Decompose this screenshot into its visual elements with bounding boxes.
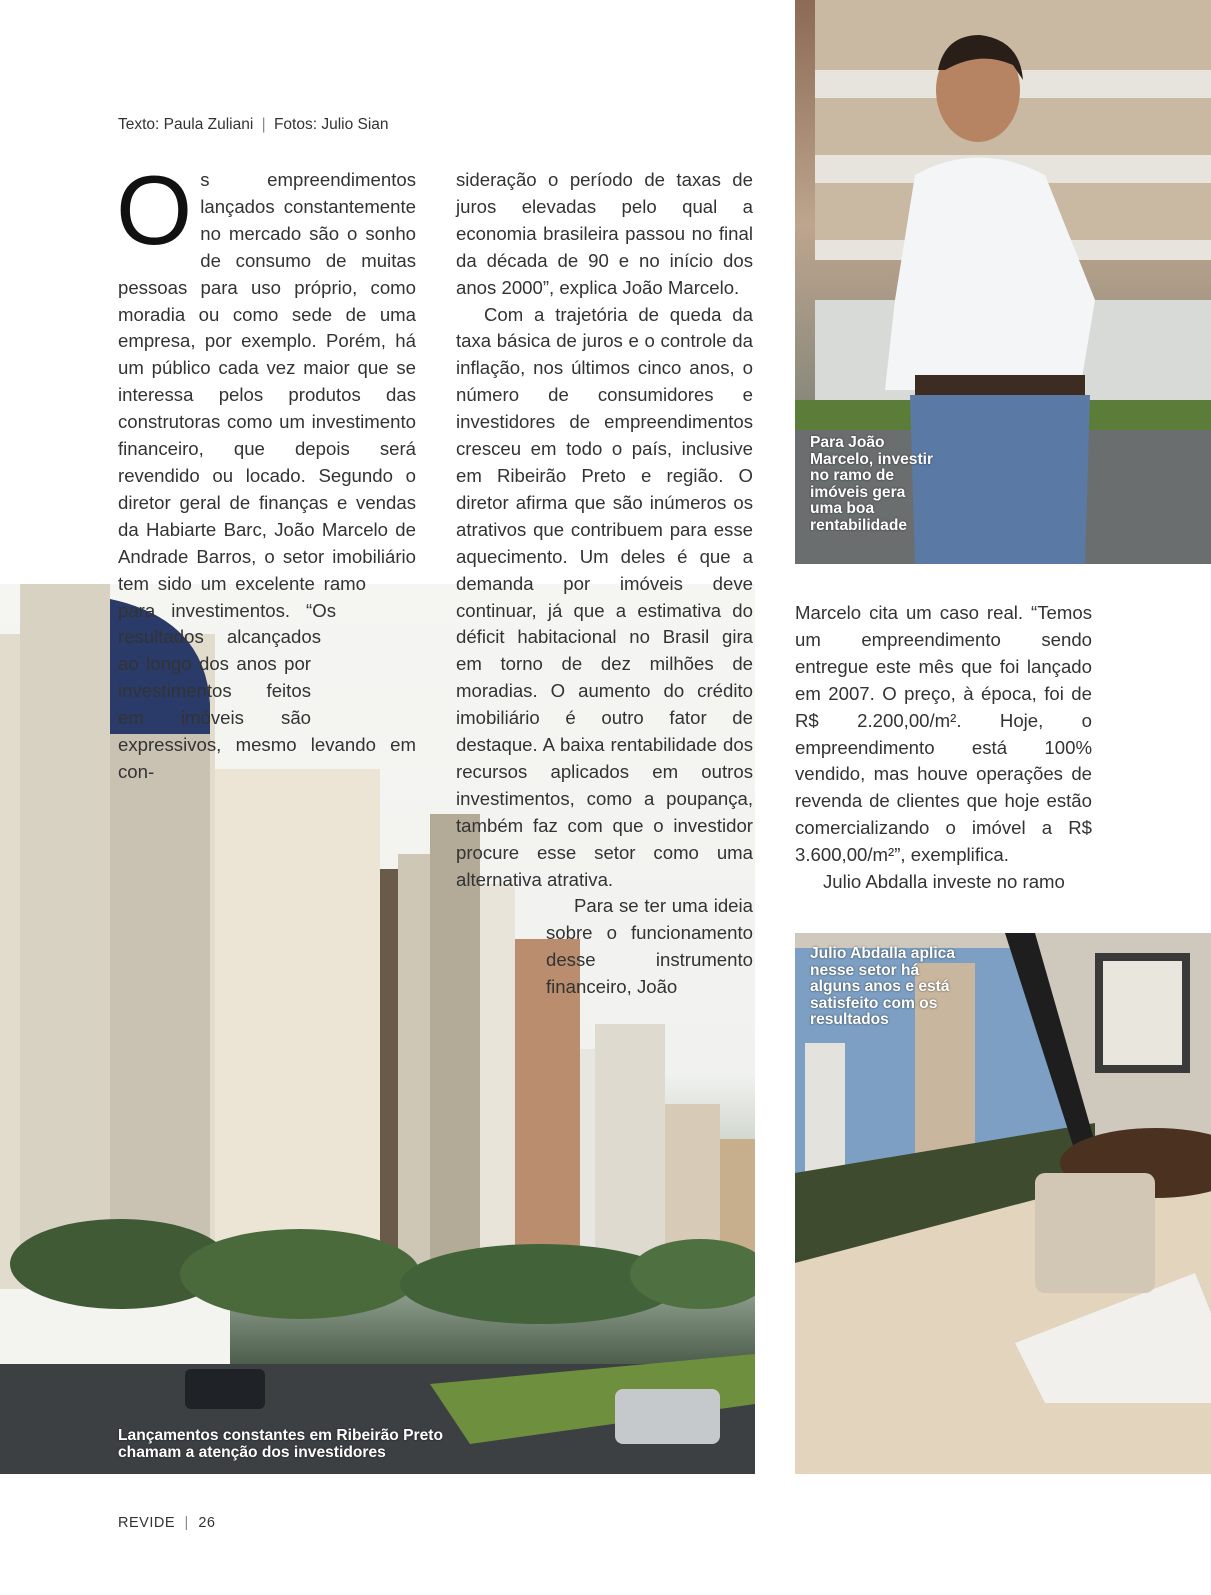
magazine-name: REVIDE — [118, 1515, 175, 1531]
office-photo-caption: Julio Abdalla aplica nesse setor há alguns anos e está satisfeito com os resultados — [810, 945, 956, 1028]
article-credits — [118, 116, 389, 134]
photos-credit-label: Fotos: — [273, 116, 318, 133]
photographer-name: Julio Sian — [321, 116, 389, 133]
article-paragraph-4: Para se ter uma ideia sobre o funcionamento desse instrumento financeiro, João — [546, 895, 753, 998]
article-paragraph-2: sideração o período de taxas de juros elevadas pelo qual a economia brasileira passou no final da década de 90 e no início dos anos 2000”, explica João Marcelo. — [456, 169, 753, 298]
article-paragraph-3: Com a trajetória de queda da taxa básica de juros e o controle da inflação, nos últimos cinco anos, o número de consumidores e investidores de empreendimentos cresceu em todo o país, inclusive em Ribeirão Preto e região. O diretor afirma que são inúmeros os atrativos que contribuem para esse aquecimento. Um deles é que a demanda por imóveis deve continuar, já que a estimativa do déficit habitacional no Brasil gira em torno de dez milhões de moradias. O aumento do crédito imobiliário é outro fator de destaque. A baixa rentabilidade dos recursos aplicados em outros investimentos, como a poupança, também faz com que o investidor procure esse setor como uma alternativa atrativa. — [456, 303, 753, 890]
article-paragraph-1: s empreendimentos lançados constantemente no mercado são o sonho de consumo de muitas pessoas para uso próprio, como moradia ou como sede de uma empresa, por exemplo. Porém, há um público cada vez maior que se interessa pelos produtos das construtoras como um investimento financeiro, que depois será revendido ou locado. Segundo o diretor geral de finanças e vendas da Habiarte Barc, João Marcelo de Andrade Barros, o setor imobiliário tem sido um excelente ramo para investimentos. “Os resultados alcançados ao longo dos anos por investimentos feitos em imóveis são expressivos, mesmo levando em con- — [118, 169, 416, 782]
footer-separator: | — [184, 1515, 189, 1531]
city-photo-caption: Lançamentos constantes em Ribeirão Preto chamam a atenção dos investidores — [118, 1427, 443, 1461]
page-footer — [118, 1515, 215, 1531]
article-column-2 — [456, 167, 753, 1001]
author-name: Paula Zuliani — [163, 116, 254, 133]
text-credit-label: Texto: — [118, 116, 160, 133]
article-column-1 — [116, 155, 416, 786]
article-paragraph-6: Julio Abdalla investe no ramo — [823, 871, 1065, 893]
article-paragraph-5: Marcelo cita um caso real. “Temos um empreendimento sendo entregue este mês que foi lançado em 2007. O preço, à época, foi de R$ 2.200,00/m². Hoje, o empreendimento está 100% vendido, mas houve operações de revenda de clientes que hoje estão comercializando o imóvel a R$ 3.600,00/m²”, exemplifica. — [795, 602, 1092, 866]
credits-separator: | — [261, 116, 266, 133]
page-number: 26 — [198, 1515, 216, 1531]
portrait-photo-caption: Para João Marcelo, investir no ramo de imóveis gera uma boa rentabilidade — [810, 434, 934, 534]
drop-cap-letter: O — [116, 155, 193, 265]
article-column-3 — [795, 600, 1092, 896]
